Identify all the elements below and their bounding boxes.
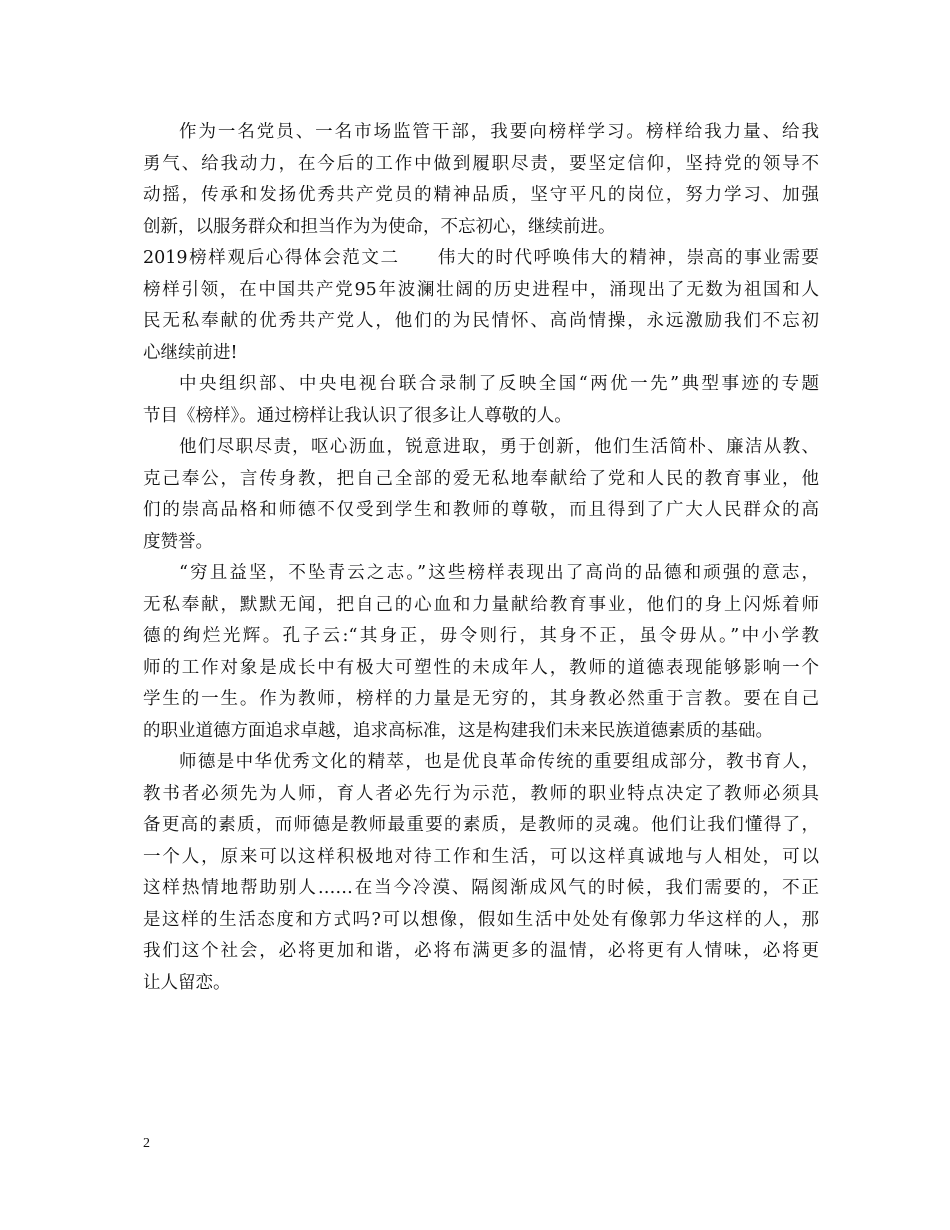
text-line: 学生的一生。作为教师，榜样的力量是无穷的，其身教必然重于言教。要在自己 [143,689,819,709]
text-line: “穷且益坚，不坠青云之志。”这些榜样表现出了高尚的品德和顽强的意志， [179,563,819,583]
text-line: 是这样的生活态度和方式吗?可以想像，假如生活中处处有像郭力华这样的人，那 [143,909,819,930]
text-line: 榜样引领，在中国共产党95年波澜壮阔的历史进程中，涌现出了无数为祖国和人 [143,279,819,300]
text-line: 作为一名党员、一名市场监管干部，我要向榜样学习。榜样给我力量、给我 [179,122,819,142]
text-line: 民无私奉献的优秀共产党人，他们的为民情怀、高尚情操，永远激励我们不忘初 [143,311,819,331]
text-line: 2019榜样观后心得体会范文二 伟大的时代呼唤伟大的精神，崇高的事业需要 [143,248,819,268]
text-line: 节目《榜样》。通过榜样让我认识了很多让人尊敬的人。 [143,405,572,426]
text-line: 创新，以服务群众和担当作为为使命，不忘初心，继续前进。 [143,216,616,237]
text-line: 的职业道德方面追求卓越，追求高标准，这是构建我们未来民族道德素质的基础。 [143,720,773,741]
text-line: 德的绚烂光辉。孔子云:“其身正，毋令则行，其身不正，虽令毋从。”中小学教 [143,626,819,646]
text-line: 备更高的素质，而师德是教师最重要的素质，是教师的灵魂。他们让我们懂得了， [143,815,819,835]
text-line: 克己奉公，言传身教，把自己全部的爱无私地奉献给了党和人民的教育事业，他 [143,468,819,489]
text-line: 让人留恋。 [143,972,231,993]
text-line: 我们这个社会，必将更加和谐，必将布满更多的温情，必将更有人情味，必将更 [143,941,819,961]
text-line: 一个人，原来可以这样积极地对待工作和生活，可以这样真诚地与人相处，可以 [143,846,819,867]
document-body [143,117,819,999]
text-line: 们的崇高品格和师德不仅受到学生和教师的尊敬，而且得到了广大人民群众的高 [143,500,819,520]
text-line: 心继续前进! [143,342,238,363]
text-line: 他们尽职尽责，呕心沥血，锐意进取，勇于创新，他们生活简朴、廉洁从教、 [179,437,819,457]
text-line: 勇气、给我动力，在今后的工作中做到履职尽责，要坚定信仰，坚持党的领导不 [143,153,819,174]
text-line: 这样热情地帮助别人……在当今冷漠、隔阂渐成风气的时候，我们需要的，不正 [143,878,819,898]
text-line: 师的工作对象是成长中有极大可塑性的未成年人，教师的道德表现能够影响一个 [143,657,819,678]
text-line: 中央组织部、中央电视台联合录制了反映全国“两优一先”典型事迹的专题 [179,374,819,394]
text-line: 动摇，传承和发扬优秀共产党员的精神品质，坚守平凡的岗位，努力学习、加强 [143,185,819,205]
page-number: 2 [143,1136,150,1151]
text-line: 师德是中华优秀文化的精萃，也是优良革命传统的重要组成部分，教书育人， [179,752,819,772]
text-line: 无私奉献，默默无闻，把自己的心血和力量献给教育事业，他们的身上闪烁着师 [143,594,819,615]
text-line: 度赞誉。 [143,531,213,552]
text-line: 教书者必须先为人师，育人者必先行为示范，教师的职业特点决定了教师必须具 [143,783,819,804]
